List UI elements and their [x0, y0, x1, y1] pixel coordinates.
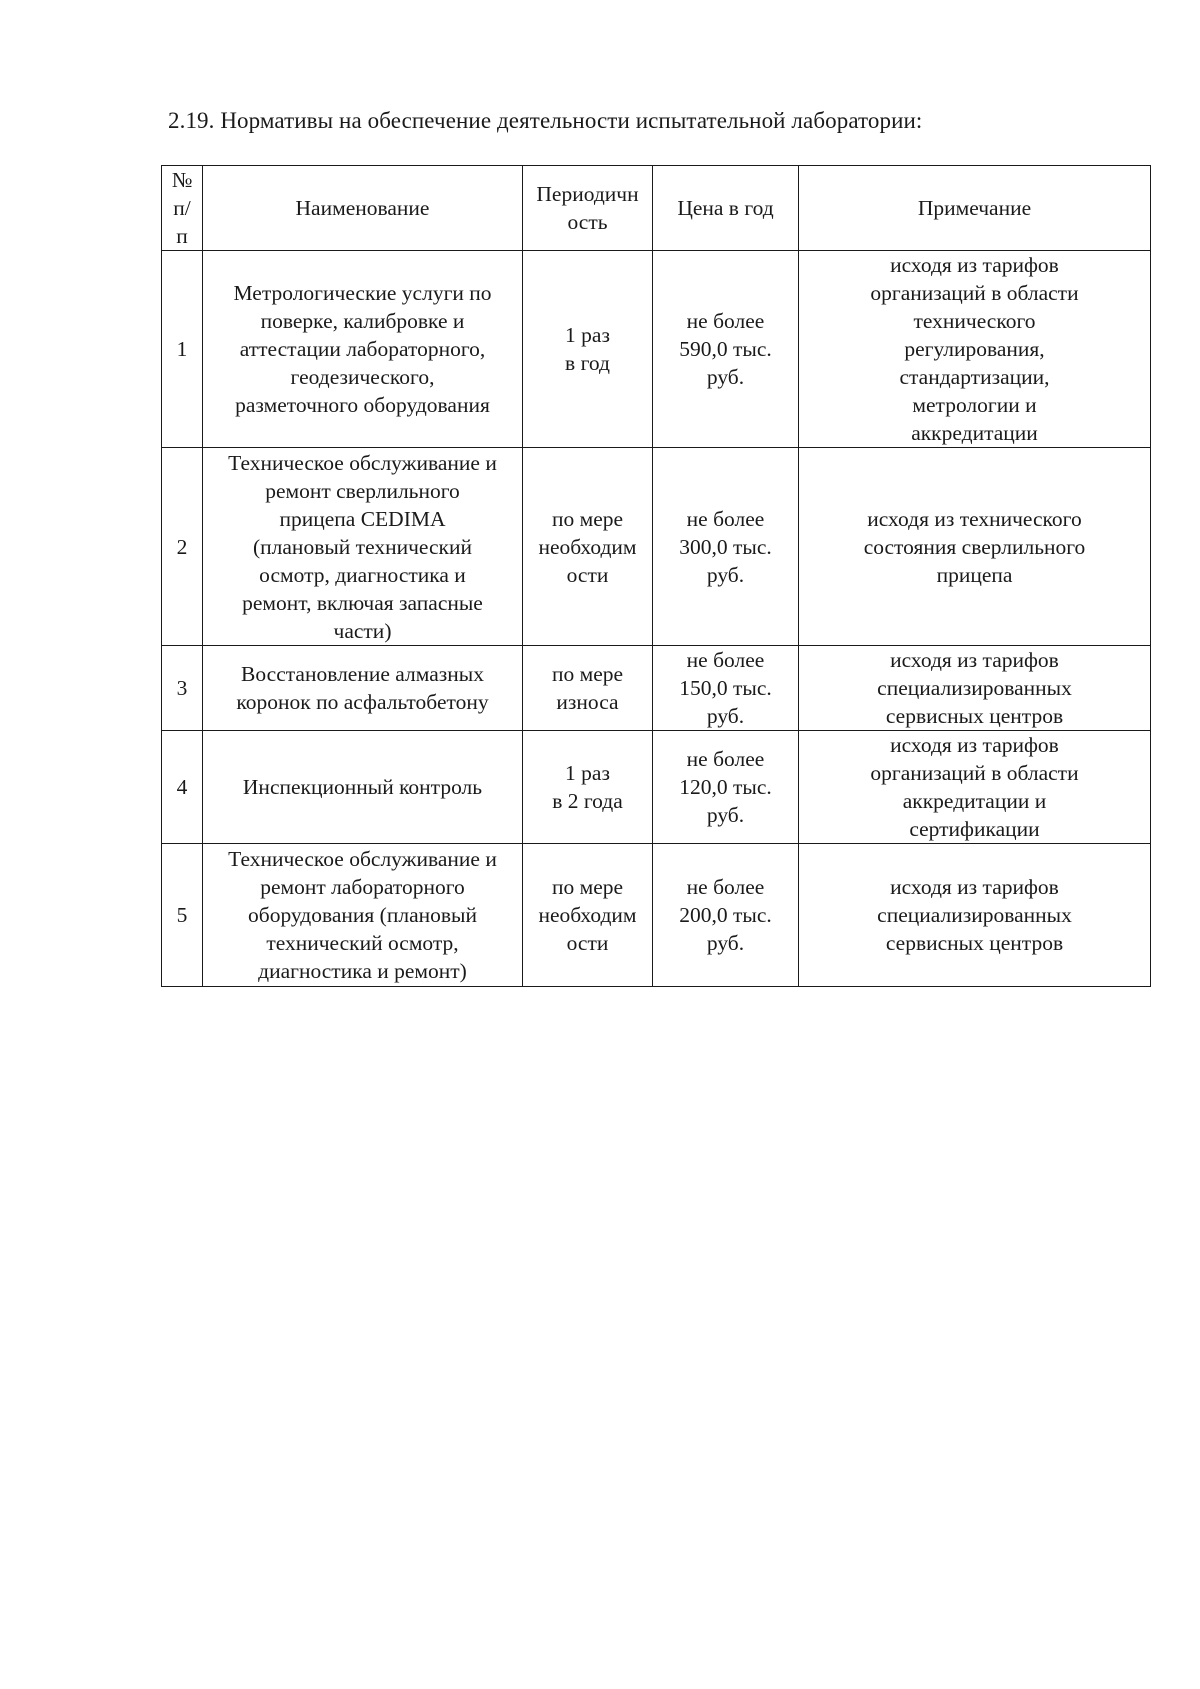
- row-note: исходя из тарифов специализированных сервисных центров: [799, 844, 1151, 987]
- row-number: 2: [162, 448, 203, 646]
- row-number: 4: [162, 731, 203, 844]
- row-name: Восстановление алмазных коронок по асфальтобетону: [203, 646, 523, 731]
- row-period: по мере необходим ости: [523, 844, 653, 987]
- row-number: 5: [162, 844, 203, 987]
- table-row: [162, 731, 1151, 844]
- table-row: [162, 448, 1151, 646]
- row-note: исходя из тарифов организаций в области технического регулирования, стандартизации, метрологии и аккредитации: [799, 251, 1151, 448]
- row-price: не более 150,0 тыс. руб.: [653, 646, 799, 731]
- row-name: Инспекционный контроль: [203, 731, 523, 844]
- header-name: Наименование: [203, 166, 523, 251]
- table-header-row: [162, 166, 1151, 251]
- row-name: Техническое обслуживание и ремонт сверлильного прицепа CEDIMA (плановый технический осмотр, диагностика и ремонт, включая запасные части): [203, 448, 523, 646]
- header-note: Примечание: [799, 166, 1151, 251]
- header-price: Цена в год: [653, 166, 799, 251]
- norms-table: [161, 165, 1151, 987]
- row-price: не более 120,0 тыс. руб.: [653, 731, 799, 844]
- row-name: Техническое обслуживание и ремонт лабораторного оборудования (плановый технический осмотр, диагностика и ремонт): [203, 844, 523, 987]
- row-price: не более 300,0 тыс. руб.: [653, 448, 799, 646]
- row-note: исходя из тарифов организаций в области аккредитации и сертификации: [799, 731, 1151, 844]
- row-number: 3: [162, 646, 203, 731]
- row-price: не более 590,0 тыс. руб.: [653, 251, 799, 448]
- row-price: не более 200,0 тыс. руб.: [653, 844, 799, 987]
- row-note: исходя из технического состояния сверлильного прицепа: [799, 448, 1151, 646]
- row-name: Метрологические услуги по поверке, калибровке и аттестации лабораторного, геодезического, разметочного оборудования: [203, 251, 523, 448]
- table-row: [162, 646, 1151, 731]
- header-period: Периодичн ость: [523, 166, 653, 251]
- row-note: исходя из тарифов специализированных сервисных центров: [799, 646, 1151, 731]
- row-period: по мере износа: [523, 646, 653, 731]
- table-row: [162, 844, 1151, 987]
- section-heading: 2.19. Нормативы на обеспечение деятельности испытательной лаборатории:: [168, 108, 923, 133]
- row-period: по мере необходим ости: [523, 448, 653, 646]
- row-period: 1 раз в 2 года: [523, 731, 653, 844]
- header-number: № п/п: [162, 166, 203, 251]
- row-number: 1: [162, 251, 203, 448]
- table-row: [162, 251, 1151, 448]
- row-period: 1 раз в год: [523, 251, 653, 448]
